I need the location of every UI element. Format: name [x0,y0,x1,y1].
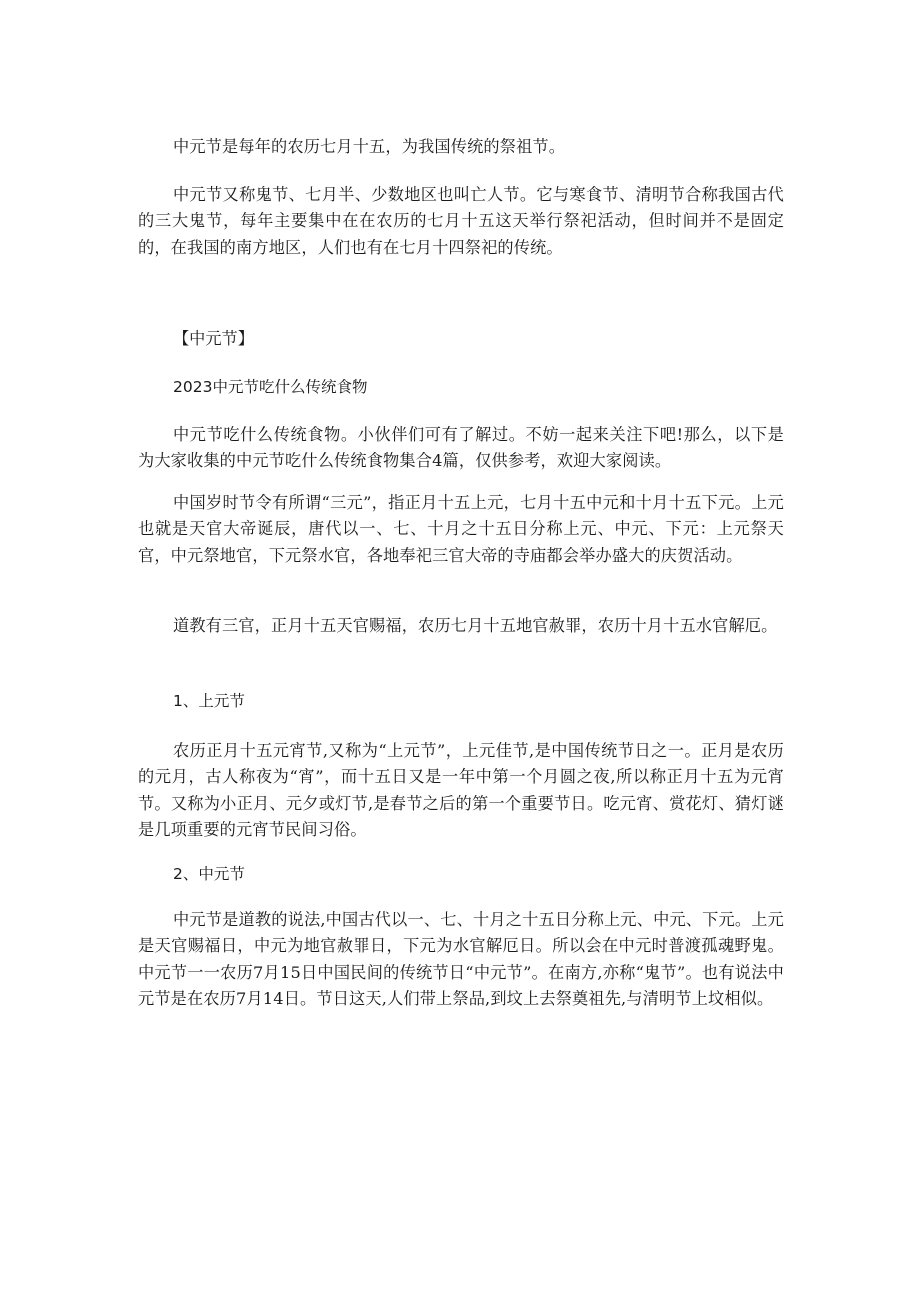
paragraph-intro: 中元节是每年的农历七月十五，为我国传统的祭祖节。 [173,137,566,156]
paragraph-zhongyuan: 中元节是道教的说法,中国古代以一、七、十月之十五日分称上元、中元、下元。上元是天官赐福日，中元为地官赦罪日，下元为水官解厄日。所以会在中元时普渡孤魂野鬼。中元节一一农历7月15日中国民间的传统节日“中元节”。在南方,亦称“鬼节”。也有说法中元节是在农历7月14日。节日这天,人们带上祭品,到坟上去祭奠祖先,与清明节上坟相似。 [138,910,784,1008]
heading-zhongyuan: 2、中元节 [173,865,245,883]
article-subtitle: 2023中元节吃什么传统食物 [173,378,368,396]
paragraph-shangyuan: 农历正月十五元宵节,又称为“上元节”，上元佳节,是中国传统节日之一。正月是农历的元月，古人称夜为“宵”，而十五日又是一年中第一个月圆之夜,所以称正月十五为元宵节。又称为小正月、元夕或灯节,是春节之后的第一个重要节日。吃元宵、赏花灯、猜灯谜是几项重要的元宵节民间习俗。 [138,741,784,839]
paragraph-three-officials: 道教有三官，正月十五天官赐福，农历七月十五地官赦罪，农历十月十五水官解厄。 [173,616,778,635]
heading-shangyuan: 1、上元节 [173,692,245,710]
paragraph-ghost-festival-names: 中元节又称鬼节、七月半、少数地区也叫亡人节。它与寒食节、清明节合称我国古代的三大鬼节，每年主要集中在在农历的七月十五这天举行祭祀活动，但时间并不是固定的，在我国的南方地区，人们也有在七月十四祭祀的传统。 [138,185,784,257]
section-title: 【中元节】 [173,329,254,348]
paragraph-three-yuan: 中国岁时节令有所谓“三元”，指正月十五上元，七月十五中元和十月十五下元。上元也就是天官大帝诞辰，唐代以一、七、十月之十五日分称上元、中元、下元：上元祭天官，中元祭地官，下元祭水官，各地奉祀三官大帝的寺庙都会举办盛大的庆贺活动。 [138,493,784,565]
paragraph-food-intro: 中元节吃什么传统食物。小伙伴们可有了解过。不妨一起来关注下吧!那么，以下是为大家收集的中元节吃什么传统食物集合4篇，仅供参考，欢迎大家阅读。 [138,425,784,471]
